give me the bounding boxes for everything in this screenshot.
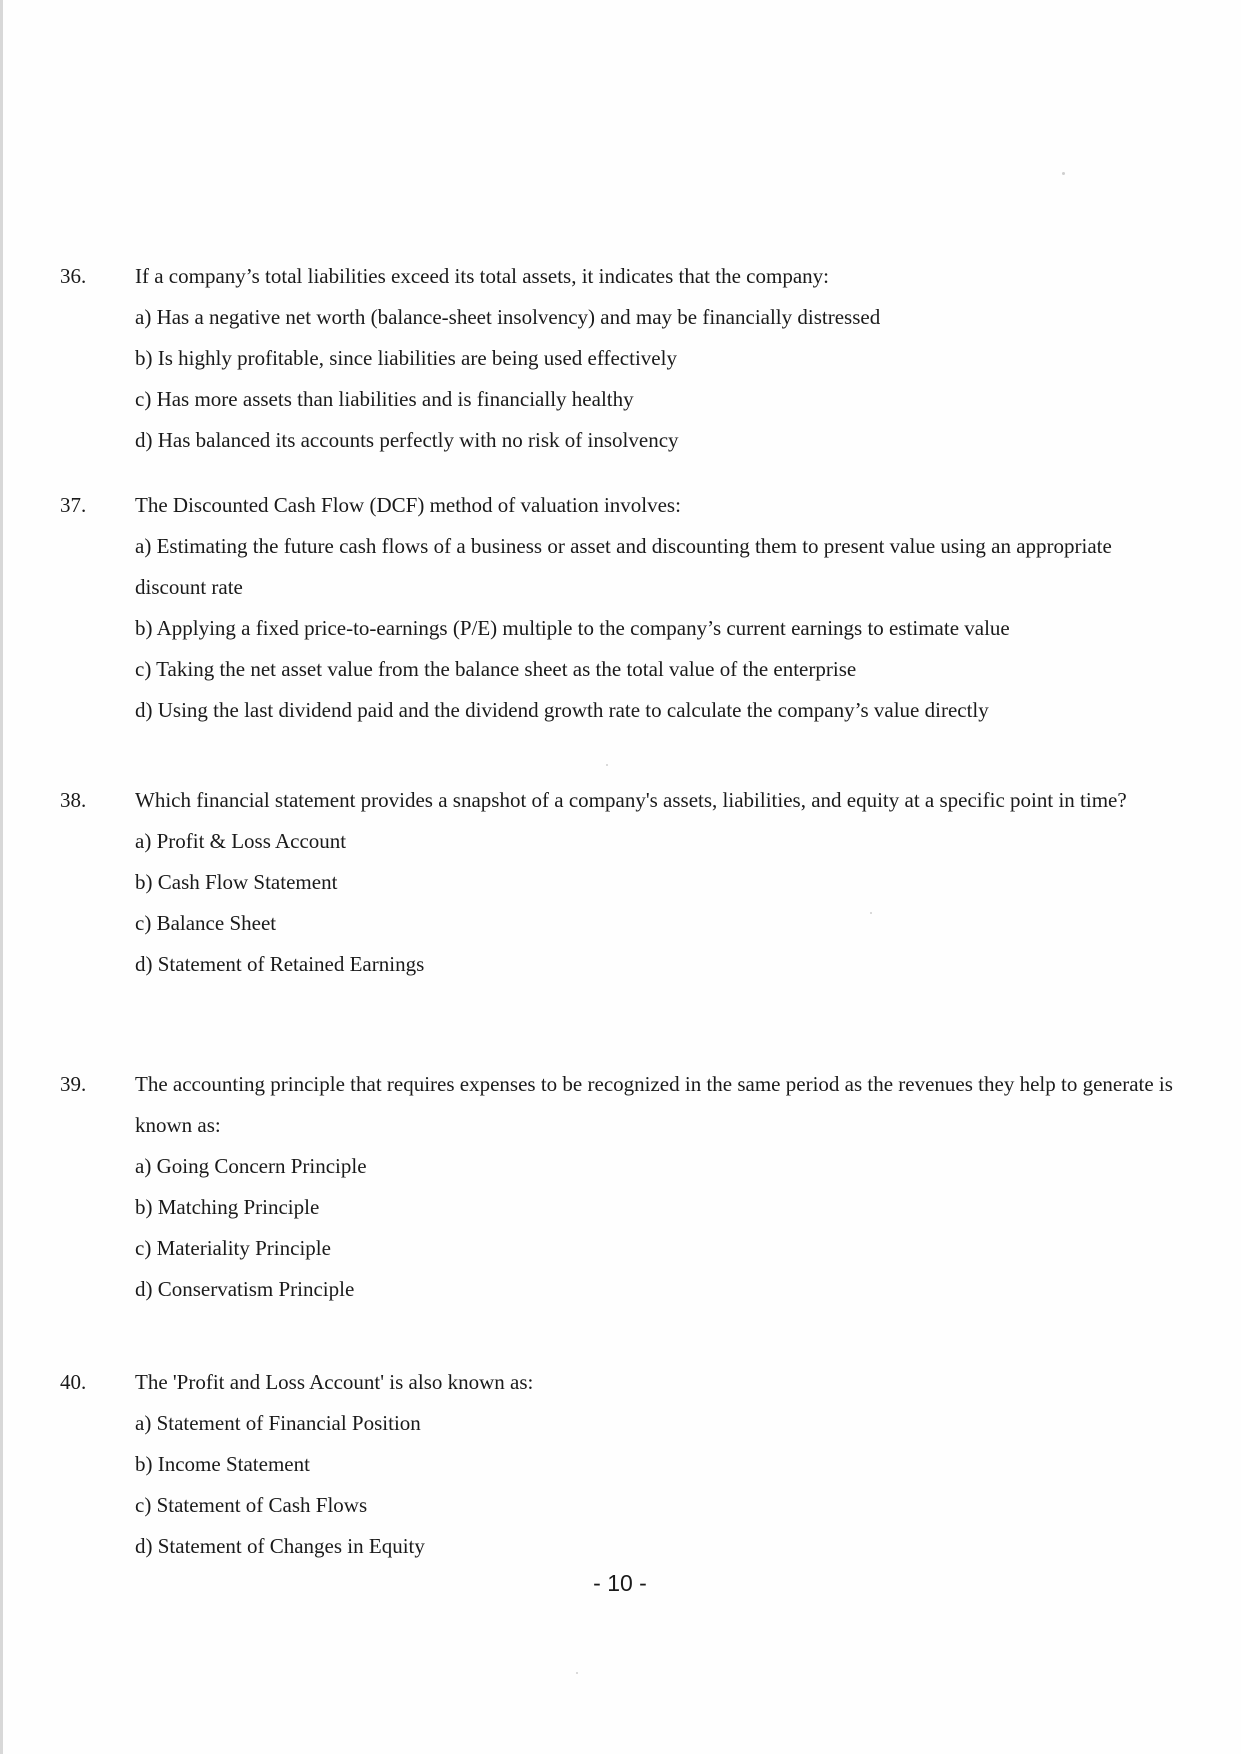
- question-text: The accounting principle that requires expenses to be recognized in the same period as the revenues they help to generate is known as:: [135, 1072, 1173, 1137]
- question-text: Which financial statement provides a snapshot of a company's assets, liabilities, and equity at a specific point in time?: [135, 788, 1127, 812]
- option-c: c) Materiality Principle: [135, 1236, 331, 1260]
- question-number: 39.: [60, 1072, 87, 1096]
- option-c: c) Taking the net asset value from the balance sheet as the total value of the enterprise: [135, 657, 857, 681]
- question-text: The 'Profit and Loss Account' is also known as:: [135, 1370, 534, 1394]
- option-a: a) Has a negative net worth (balance-sheet insolvency) and may be financially distressed: [135, 305, 881, 329]
- option-b: b) Matching Principle: [135, 1195, 320, 1219]
- option-c: c) Balance Sheet: [135, 911, 277, 935]
- question-number: 37.: [60, 493, 87, 517]
- option-b: b) Cash Flow Statement: [135, 870, 338, 894]
- question-text: If a company’s total liabilities exceed its total assets, it indicates that the company:: [135, 264, 829, 288]
- option-d: d) Statement of Changes in Equity: [135, 1534, 425, 1558]
- question-39: [60, 1064, 1180, 1310]
- question-number: 36.: [60, 264, 87, 288]
- scan-speck: [576, 1672, 578, 1674]
- question-37: [60, 485, 1180, 731]
- option-c: c) Statement of Cash Flows: [135, 1493, 368, 1517]
- option-b: b) Is highly profitable, since liabilities are being used effectively: [135, 346, 677, 370]
- option-b: b) Applying a fixed price-to-earnings (P/E) multiple to the company’s current earnings to estimate value: [135, 616, 1010, 640]
- scan-speck: [870, 912, 872, 914]
- page-number: - 10 -: [593, 1570, 647, 1596]
- option-a: a) Profit & Loss Account: [135, 829, 347, 853]
- question-36: [60, 256, 1180, 461]
- scan-edge: [0, 0, 3, 1754]
- option-b: b) Income Statement: [135, 1452, 310, 1476]
- option-d: d) Has balanced its accounts perfectly with no risk of insolvency: [135, 428, 679, 452]
- question-40: [60, 1362, 1180, 1567]
- option-d: d) Using the last dividend paid and the dividend growth rate to calculate the company’s value directly: [135, 698, 989, 722]
- question-38: [60, 780, 1180, 985]
- question-number: 40.: [60, 1370, 87, 1394]
- option-d: d) Statement of Retained Earnings: [135, 952, 425, 976]
- question-number: 38.: [60, 788, 87, 812]
- option-c: c) Has more assets than liabilities and is financially healthy: [135, 387, 634, 411]
- option-a: a) Estimating the future cash flows of a business or asset and discounting them to present value using an appropriate discount rate: [135, 534, 1112, 599]
- option-a: a) Statement of Financial Position: [135, 1411, 421, 1435]
- scan-speck: [1062, 172, 1065, 175]
- question-text: The Discounted Cash Flow (DCF) method of valuation involves:: [135, 493, 681, 517]
- option-d: d) Conservatism Principle: [135, 1277, 355, 1301]
- scan-speck: [606, 764, 608, 766]
- option-a: a) Going Concern Principle: [135, 1154, 367, 1178]
